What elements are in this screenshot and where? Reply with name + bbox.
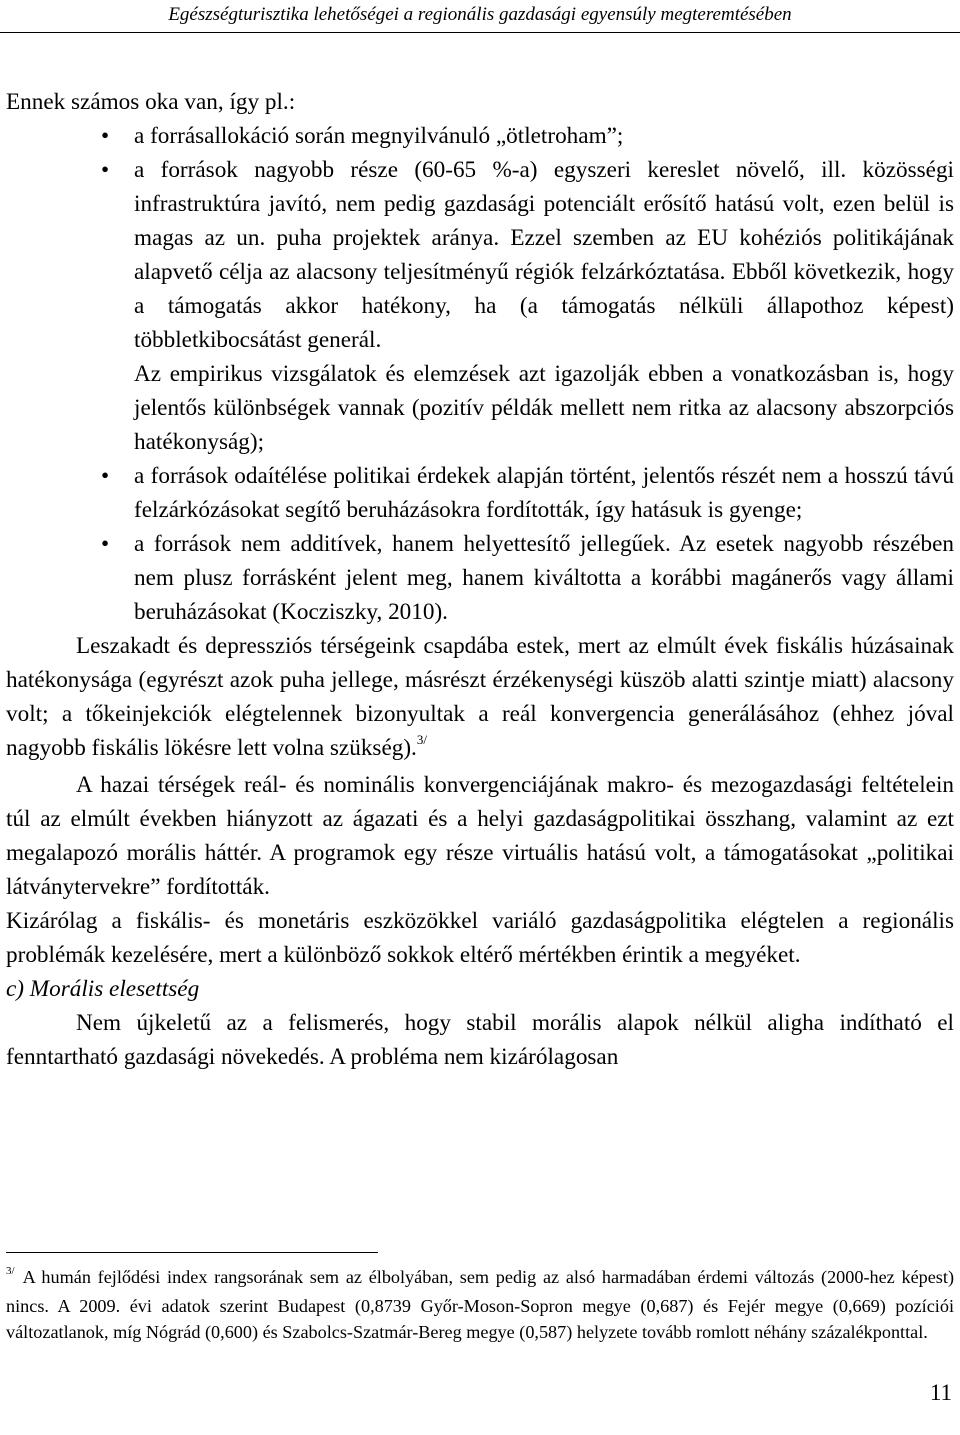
- running-header: Egészségturisztika lehetőségei a regionális gazdasági egyensúly megteremtésében: [168, 4, 792, 25]
- list-item: [6, 527, 954, 629]
- main-text: [6, 85, 954, 1074]
- bullet-list-2: [6, 459, 954, 629]
- bullet-icon: •: [101, 531, 110, 557]
- paragraph-text: Leszakadt és depressziós térségeink csapdába estek, mert az elmúlt évek fiskális húzásainak hatékonysága (egyrészt azok puha jellege, másrészt érzékenységi küszöb alatti szintje miatt) alacsony volt; a tőkeinjekciók elégtelennek bizonyultak a reál konvergencia generálásához (ehhez jóval nagyobb fiskális lökésre lett volna szükség).: [6, 633, 954, 761]
- list-item-text: a források odaítélése politikai érdekek alapján történt, jelentős részét nem a hosszú távú felzárkózásokat segítő beruházásokra fordították, így hatásuk is gyenge;: [134, 463, 954, 523]
- section-heading: c) Morális elesettség: [6, 976, 200, 1002]
- list-item: [6, 119, 954, 153]
- footnote: [6, 1264, 954, 1345]
- footnote-text: A humán fejlődési index rangsorának sem az élbolyában, sem pedig az alsó harmadában érdemi változás (2000-hez képest) nincs. A 2009. évi adatok szerint Budapest (0,8739 Győr-Moson-Sopron megye (0,687) és Fejér megye (0,669) pozíciói változatlanok, míg Nógrád (0,600) és Szabolcs-Szatmár-Bereg megye (0,587) helyzete tovább romlott néhány százalékponttal.: [6, 1267, 954, 1342]
- list-item: [6, 459, 954, 527]
- header-rule: [0, 32, 960, 33]
- paragraph-fiscal-tools: Kizárólag a fiskális- és monetáris eszközökkel variáló gazdaságpolitika elégtelen a regionális problémák kezelésére, mert a különböző sokkok eltérő mértékben érintik a megyéket.: [6, 908, 954, 968]
- footnote-marker: 3/: [6, 1265, 15, 1277]
- list-item: [6, 153, 954, 357]
- intro-line: Ennek számos oka van, így pl.:: [6, 89, 296, 115]
- bullet-icon: •: [101, 157, 110, 183]
- paragraph-moral: Nem újkeletű az a felismerés, hogy stabil morális alapok nélkül aligha indítható el fenntartható gazdasági növekedés. A probléma nem kizárólagosan: [6, 1010, 954, 1070]
- footnote-reference[interactable]: 3/: [416, 732, 427, 747]
- paragraph-depressed-regions: [6, 629, 954, 768]
- bullet-icon: •: [101, 123, 110, 149]
- paragraph-convergence: A hazai térségek reál- és nominális konvergenciájának makro- és mezogazdasági feltételein túl az elmúlt években hiányzott az ágazati és a helyi gazdaságpolitikai összhang, valamint az ezt megalapozó morális háttér. A programok egy része virtuális hatású volt, a támogatásokat „politikai látványtervekre” fordították.: [6, 772, 954, 900]
- bullet-continuation: Az empirikus vizsgálatok és elemzések azt igazolják ebben a vonatkozásban is, hogy jelentős különbségek vannak (pozitív példák mellett nem ritka az alacsony abszorpciós hatékonyság);: [134, 361, 954, 455]
- list-item-text: a források nem additívek, hanem helyettesítő jellegűek. Az esetek nagyobb részében nem plusz forrásként jelent meg, hanem kiváltotta a korábbi magánerős vagy állami beruházásokat (Kocziszky, 2010).: [134, 531, 954, 625]
- bullet-list: [6, 119, 954, 357]
- list-item-text: a források nagyobb része (60-65 %-a) egyszeri kereslet növelő, ill. közösségi infrastruktúra javító, nem pedig gazdasági potenciált erősítő hatású volt, ezen belül is magas az un. puha projektek aránya. Ezzel szemben az EU kohéziós politikájának alapvető célja az alacsony teljesítményű régiók felzárkóztatása. Ebből következik, hogy a támogatás akkor hatékony, ha (a támogatás nélküli állapothoz képest) többletkibocsátást generál.: [134, 157, 954, 353]
- bullet-icon: •: [101, 463, 110, 489]
- footnote-separator: [6, 1252, 378, 1253]
- list-item-text: a forrásallokáció során megnyilvánuló „ötletroham”;: [134, 123, 624, 149]
- page-number: 11: [929, 1380, 952, 1405]
